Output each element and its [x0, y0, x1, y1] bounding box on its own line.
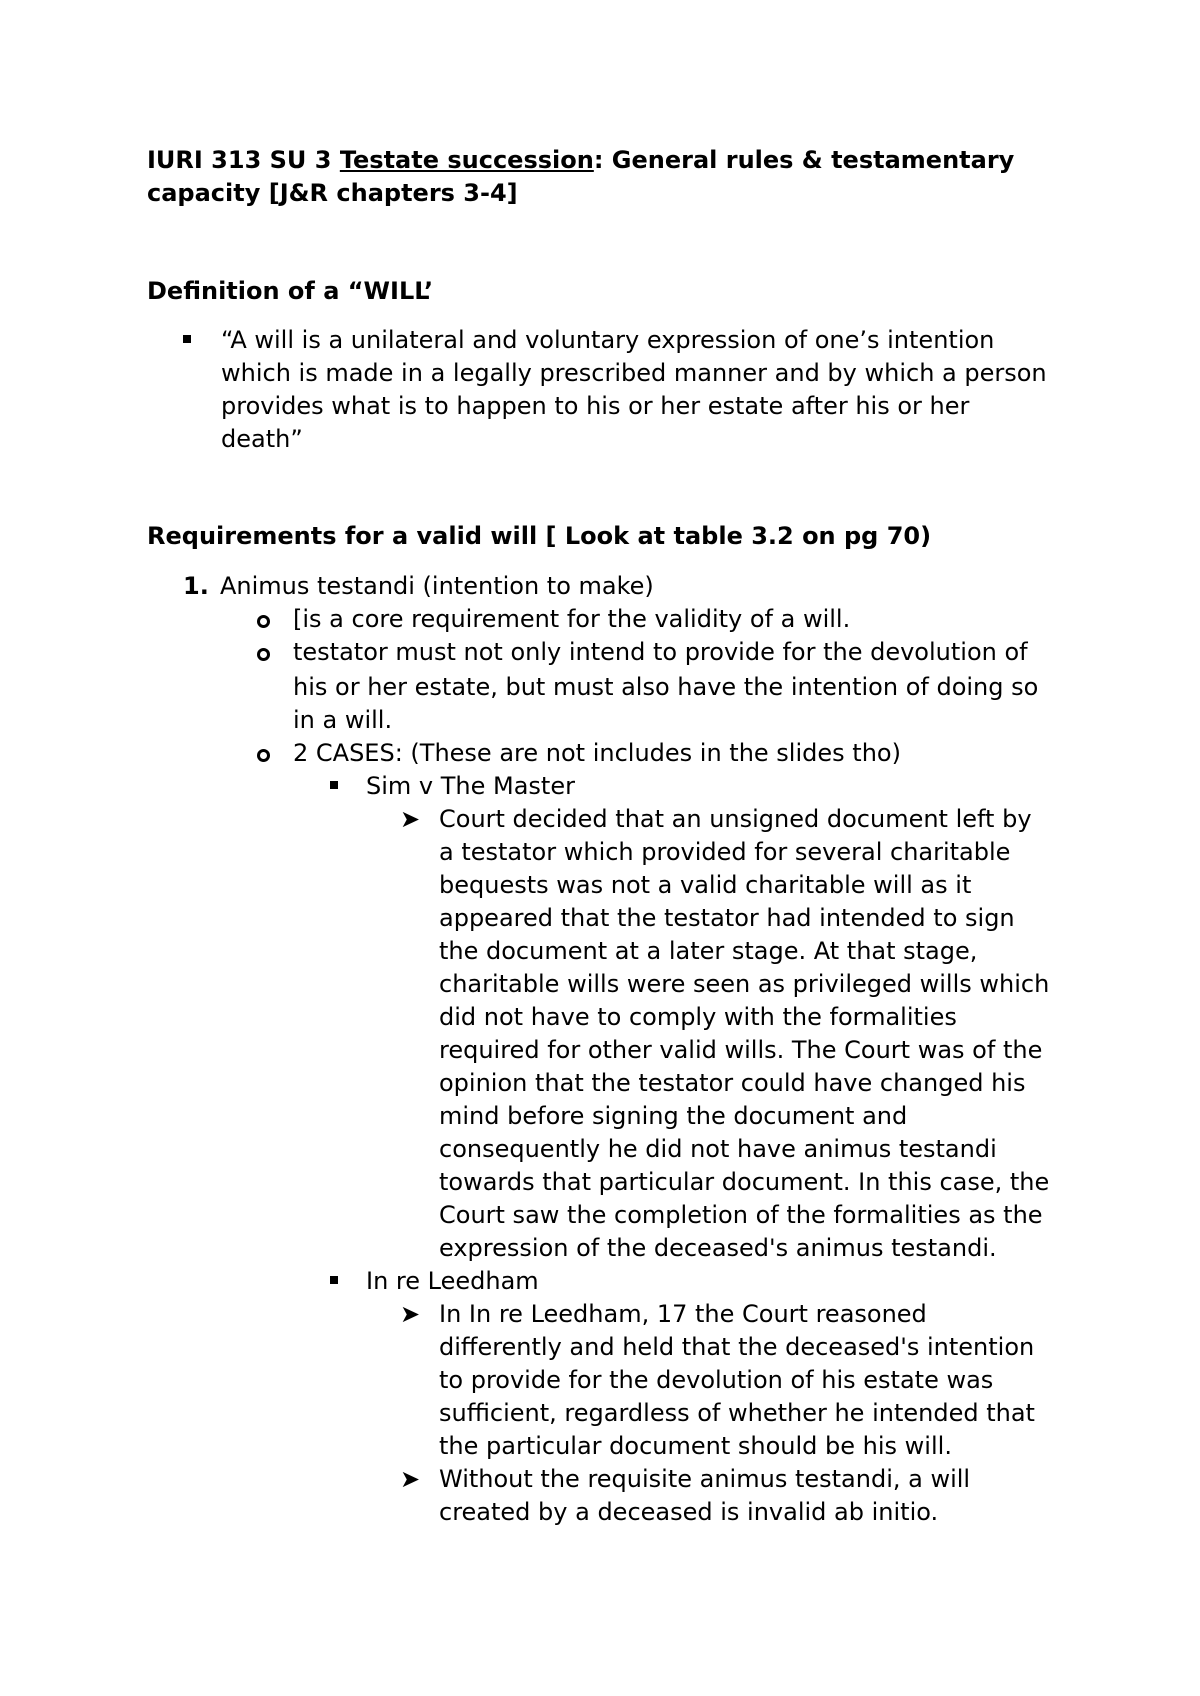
case-1-point-line-11: consequently he did not have animus testandi: [439, 1135, 997, 1163]
case-1-point-line-9: opinion that the testator could have changed his: [439, 1069, 1026, 1097]
requirements-heading: Requirements for a valid will [ Look at table 3.2 on pg 70): [147, 522, 932, 550]
case-2-point-1-line-4: sufficient, regardless of whether he intended that: [439, 1399, 1035, 1427]
case-1-point-line-13: Court saw the completion of the formalities as the: [439, 1201, 1043, 1229]
case-1-point-line-7: did not have to comply with the formalities: [439, 1003, 957, 1031]
case-2-name: In re Leedham: [366, 1267, 539, 1295]
circle-bullet-icon: [257, 749, 270, 762]
circle-bullet-icon: [257, 615, 270, 628]
square-bullet-icon: [330, 1276, 338, 1284]
case-2-point-1-line-5: the particular document should be his will.: [439, 1432, 952, 1460]
case-1-point-line-6: charitable wills were seen as privileged wills which: [439, 970, 1050, 998]
definition-quote-line-4: death”: [221, 425, 303, 453]
case-1-point-line-4: appeared that the testator had intended to sign: [439, 904, 1015, 932]
case-1-point-line-2: a testator which provided for several charitable: [439, 838, 1011, 866]
case-1-name: Sim v The Master: [366, 772, 575, 800]
title-underlined: Testate succession: [339, 146, 594, 174]
definition-heading: Definition of a “WILL’: [147, 277, 434, 305]
document-title: [147, 144, 1077, 210]
title-part-1: IURI 313 SU 3: [147, 146, 340, 174]
definition-quote-line-3: provides what is to happen to his or her estate after his or her: [221, 392, 970, 420]
item-1-sub-2-line-1: testator must not only intend to provide for the devolution of: [293, 638, 1028, 666]
definition-quote-line-2: which is made in a legally prescribed manner and by which a person: [221, 359, 1047, 387]
case-2-point-1-line-2: differently and held that the deceased's intention: [439, 1333, 1035, 1361]
case-1-point-line-3: bequests was not a valid charitable will as it: [439, 871, 972, 899]
case-2-point-1-line-1: In In re Leedham, 17 the Court reasoned: [439, 1300, 927, 1328]
case-1-point-line-8: required for other valid wills. The Court was of the: [439, 1036, 1043, 1064]
case-1-point-line-1: Court decided that an unsigned document left by: [439, 805, 1032, 833]
case-1-point-line-14: expression of the deceased's animus testandi.: [439, 1234, 997, 1262]
item-1-sub-2-line-3: in a will.: [293, 706, 393, 734]
case-1-point-line-12: towards that particular document. In this case, the: [439, 1168, 1050, 1196]
item-1-sub-1: [is a core requirement for the validity of a will.: [293, 605, 851, 633]
title-part-2: : General rules & testamentary capacity [J&R chapters 3-4]: [147, 146, 1015, 207]
definition-quote-line-1: “A will is a unilateral and voluntary expression of one’s intention: [221, 326, 995, 354]
square-bullet-icon: [330, 781, 338, 789]
item-1-label: Animus testandi (intention to make): [220, 572, 654, 600]
case-2-point-2-line-1: Without the requisite animus testandi, a will: [439, 1465, 971, 1493]
list-number: 1.: [183, 572, 209, 600]
circle-bullet-icon: [257, 648, 270, 661]
item-1-sub-3: 2 CASES: (These are not includes in the slides tho): [293, 739, 901, 767]
arrow-bullet-icon: ➤: [400, 1300, 421, 1328]
item-1-sub-2-line-2: his or her estate, but must also have the intention of doing so: [293, 673, 1039, 701]
square-bullet-icon: [183, 335, 191, 343]
case-2-point-2-line-2: created by a deceased is invalid ab initio.: [439, 1498, 939, 1526]
case-1-point-line-5: the document at a later stage. At that stage,: [439, 937, 978, 965]
arrow-bullet-icon: ➤: [400, 805, 421, 833]
case-1-point-line-10: mind before signing the document and: [439, 1102, 908, 1130]
arrow-bullet-icon: ➤: [400, 1465, 421, 1493]
case-2-point-1-line-3: to provide for the devolution of his estate was: [439, 1366, 994, 1394]
